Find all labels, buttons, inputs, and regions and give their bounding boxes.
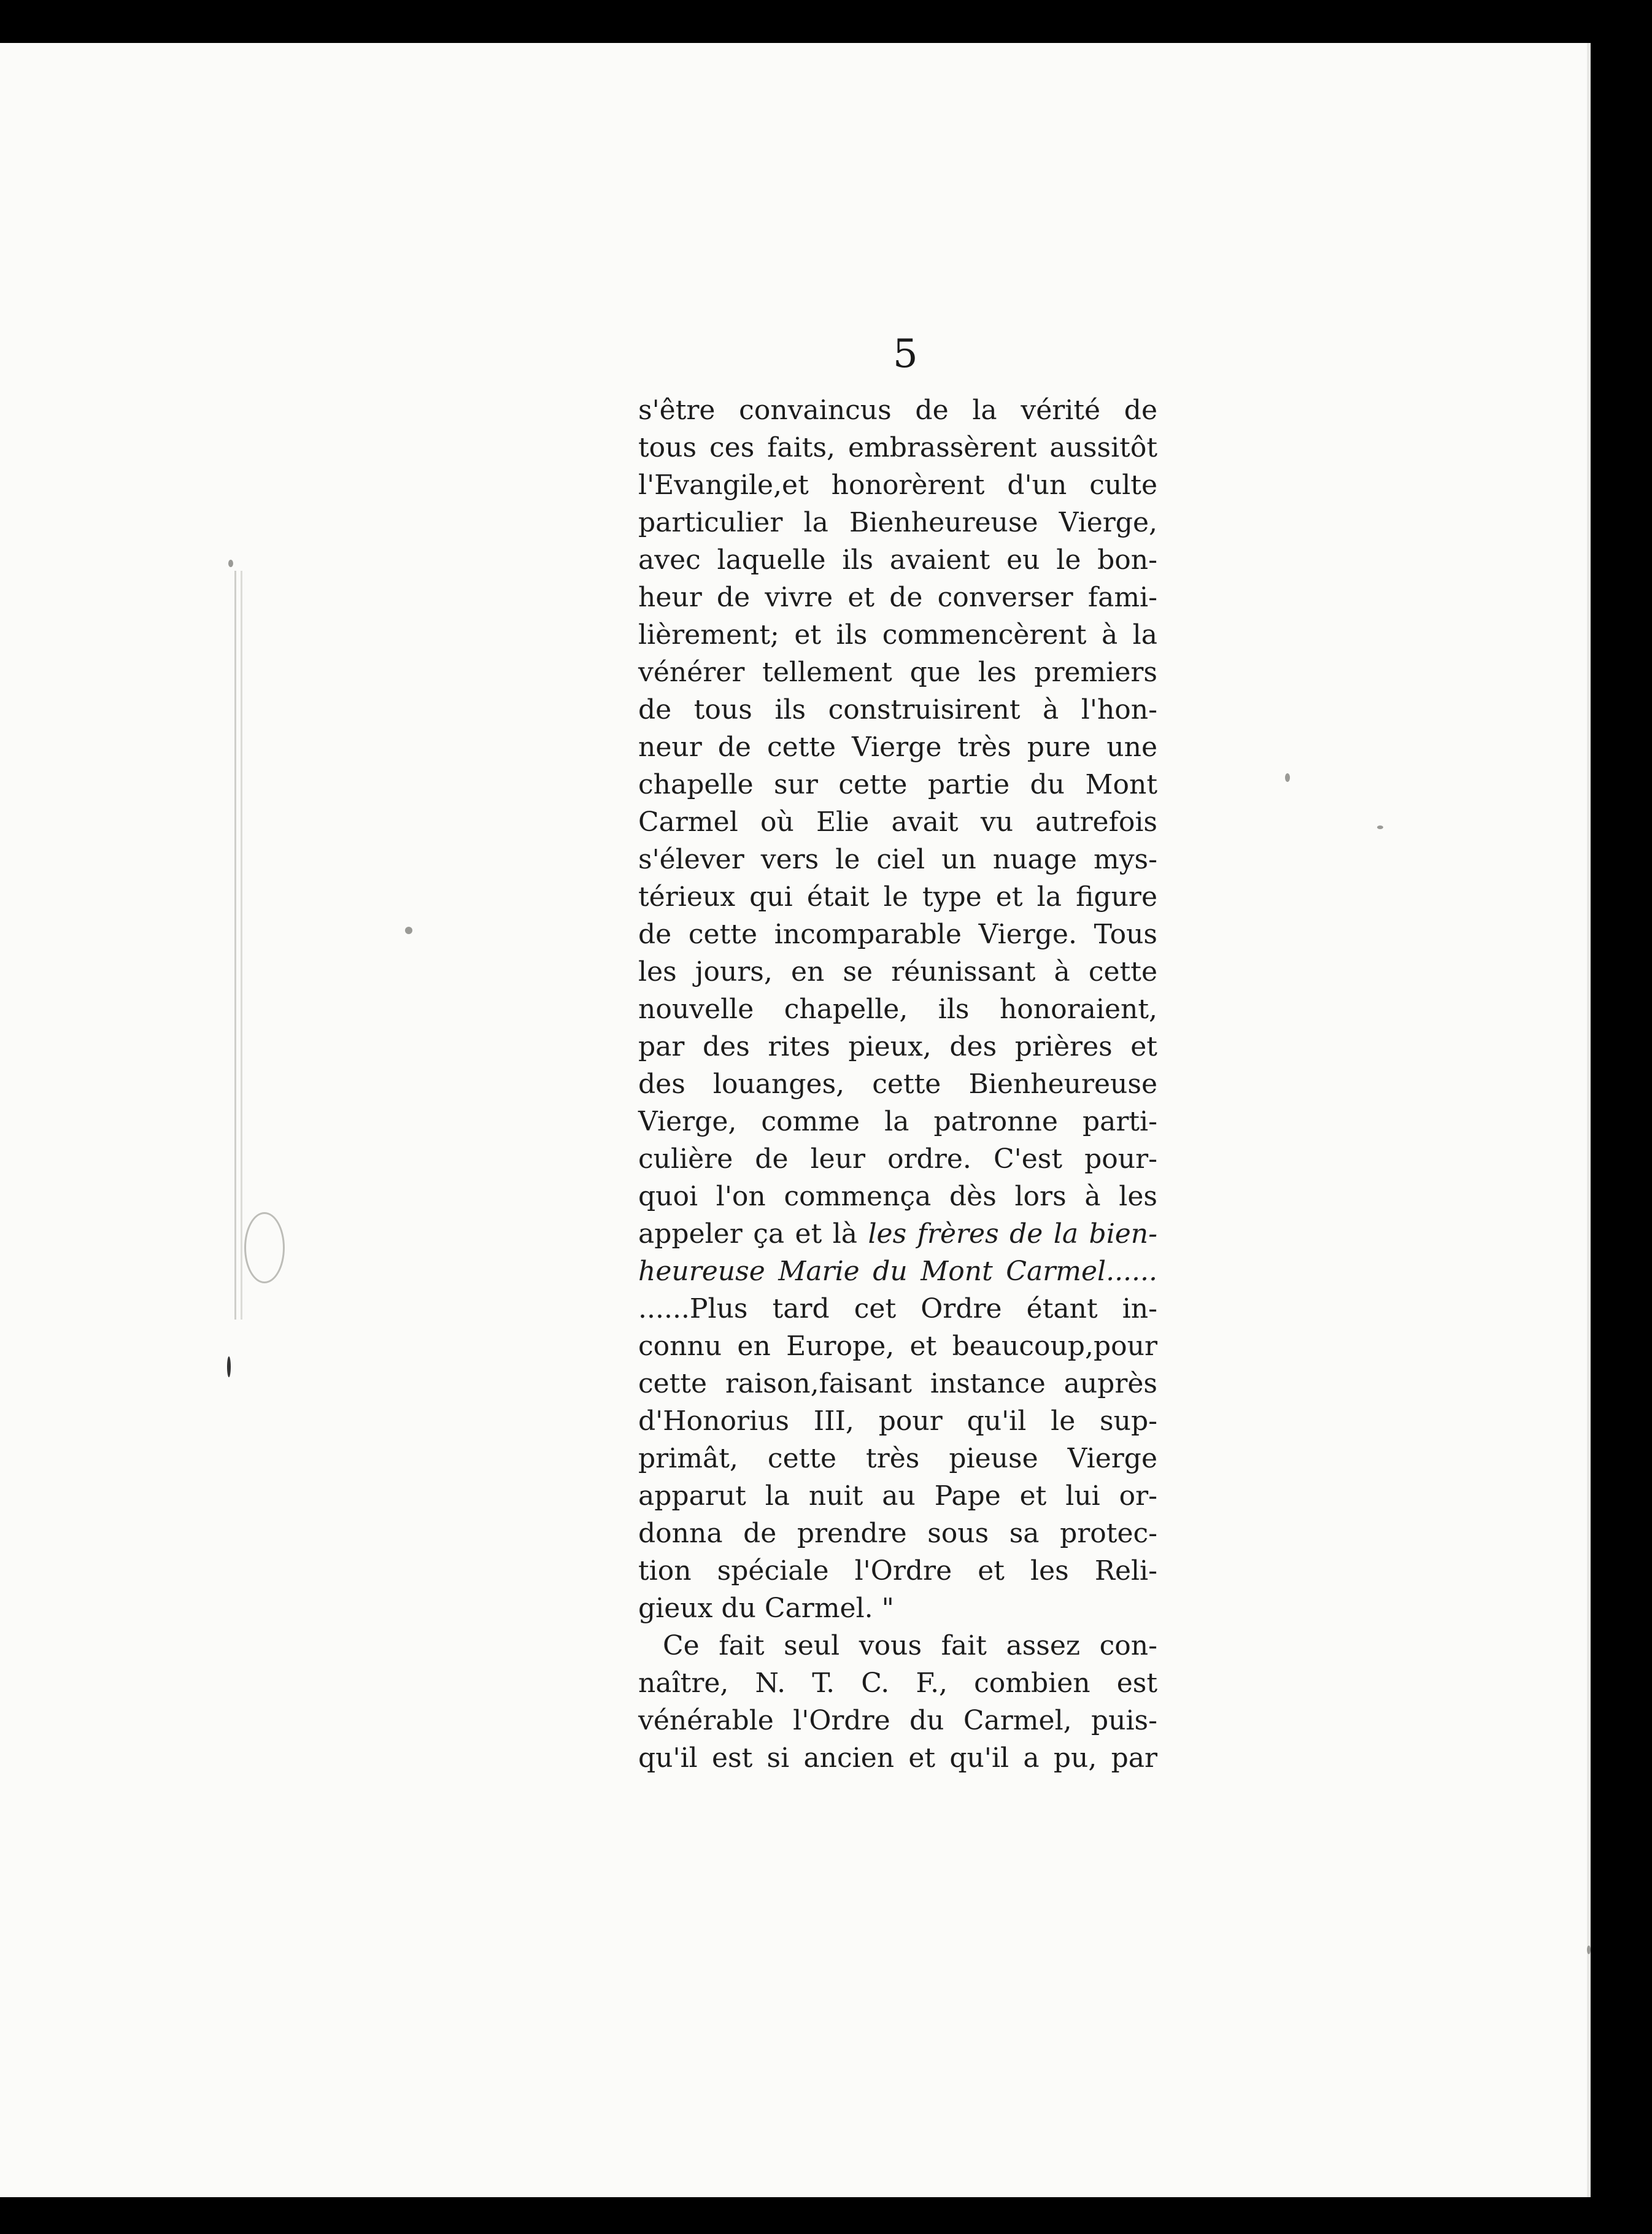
text-line-roman: avec laquelle ils avaient eu le bon- [638,544,1157,576]
text-line-roman: térieux qui était le type et la figure [638,881,1157,913]
text-line-roman: apparut la nuit au Pape et lui or- [638,1480,1157,1512]
text-line [638,1515,1157,1552]
text-line [638,1477,1157,1515]
text-line-roman: vénérable l'Ordre du Carmel, puis- [638,1705,1157,1736]
text-line [638,466,1157,504]
paper-sheet [0,43,1591,2197]
text-line-roman: de cette incomparable Vierge. Tous [638,919,1157,950]
text-line-roman: s'élever vers le ciel un nuage mys- [638,844,1157,875]
text-line [638,991,1157,1028]
paper-speck [227,1356,231,1377]
text-line-roman: chapelle sur cette partie du Mont [638,769,1157,800]
text-line-roman: d'Honorius III, pour qu'il le sup- [638,1405,1157,1437]
text-line-roman: connu en Europe, et beaucoup,pour [638,1331,1157,1362]
text-line [638,1140,1157,1178]
text-line [638,1402,1157,1440]
text-line-roman: cette raison,faisant instance auprès [638,1368,1157,1399]
text-line [638,1103,1157,1140]
text-line-roman: lièrement; et ils commencèrent à la [638,619,1157,651]
text-line [638,953,1157,991]
text-line [638,1590,1157,1627]
scan-border [1591,43,1652,2197]
text-line [638,1440,1157,1477]
text-line-roman: de tous ils construisirent à l'hon- [638,694,1157,725]
text-line-roman: particulier la Bienheureuse Vierge, [638,507,1157,538]
text-line-roman: Carmel où Elie avait vu autrefois [638,806,1157,838]
text-line-roman: Ce fait seul vous fait assez con- [663,1630,1157,1661]
text-line [638,1178,1157,1215]
text-line-roman: neur de cette Vierge très pure une [638,732,1157,763]
text-line-italic: les frères de la bien- [868,1218,1158,1250]
text-line-roman: qu'il est si ancien et qu'il a pu, par [638,1742,1157,1774]
text-line-roman: gieux du Carmel. " [638,1593,894,1624]
text-line [638,654,1157,691]
paper-speck [405,927,412,934]
text-line [638,392,1157,429]
text-line-roman: tion spéciale l'Ordre et les Reli- [638,1555,1157,1587]
text-line [638,1664,1157,1702]
binding-gutter-line [241,571,242,1320]
text-line-roman: Vierge, comme la patronne parti- [638,1106,1157,1137]
paper-speck [1285,773,1290,782]
text-line [638,1028,1157,1065]
text-line-roman: quoi l'on commença dès lors à les [638,1181,1157,1212]
text-line [638,691,1157,729]
text-line [638,1065,1157,1103]
page-number: 5 [893,331,918,377]
text-line-roman: par des rites pieux, des prières et [638,1031,1157,1062]
body-text [638,392,1157,1777]
text-line [638,878,1157,916]
text-line [638,1739,1157,1777]
text-line-roman: donna de prendre sous sa protec- [638,1518,1157,1549]
text-line [638,429,1157,466]
text-line-roman: primât, cette très pieuse Vierge [638,1443,1157,1474]
text-line [638,541,1157,579]
paper-speck [228,560,233,567]
text-line-italic: heureuse Marie du Mont Carmel...... [638,1256,1157,1287]
text-line [638,579,1157,616]
text-line [638,1552,1157,1590]
text-line [638,916,1157,953]
text-line-roman: les jours, en se réunissant à cette [638,956,1157,988]
text-line-roman: tous ces faits, embrassèrent aussitôt [638,432,1157,463]
text-line-roman: ......Plus tard cet Ordre étant in- [638,1293,1157,1324]
text-line-roman: des louanges, cette Bienheureuse [638,1069,1157,1100]
text-line-roman: nouvelle chapelle, ils honoraient, [638,994,1157,1025]
text-line [638,803,1157,841]
text-line [638,841,1157,878]
text-line [638,1253,1157,1290]
text-line [638,504,1157,541]
text-line [638,616,1157,654]
text-line-roman: s'être convaincus de la vérité de [638,395,1157,426]
text-line [638,1290,1157,1328]
binding-gutter-line [234,571,236,1320]
text-line [638,729,1157,766]
text-line-roman: l'Evangile,et honorèrent d'un culte [638,470,1157,501]
text-line-roman: vénérer tellement que les premiers [638,657,1157,688]
text-line-roman: heur de vivre et de converser fami- [638,582,1157,613]
binding-hole [244,1212,285,1283]
text-line [638,766,1157,803]
text-line-roman: naître, N. T. C. F., combien est [638,1668,1157,1699]
paper-speck [1377,825,1383,829]
text-line [638,1328,1157,1365]
text-line-roman: culière de leur ordre. C'est pour- [638,1143,1157,1175]
text-line [638,1215,1157,1253]
text-line-roman: appeler ça et là [638,1218,868,1250]
text-line [638,1627,1157,1664]
text-line [638,1365,1157,1402]
text-line [638,1702,1157,1739]
